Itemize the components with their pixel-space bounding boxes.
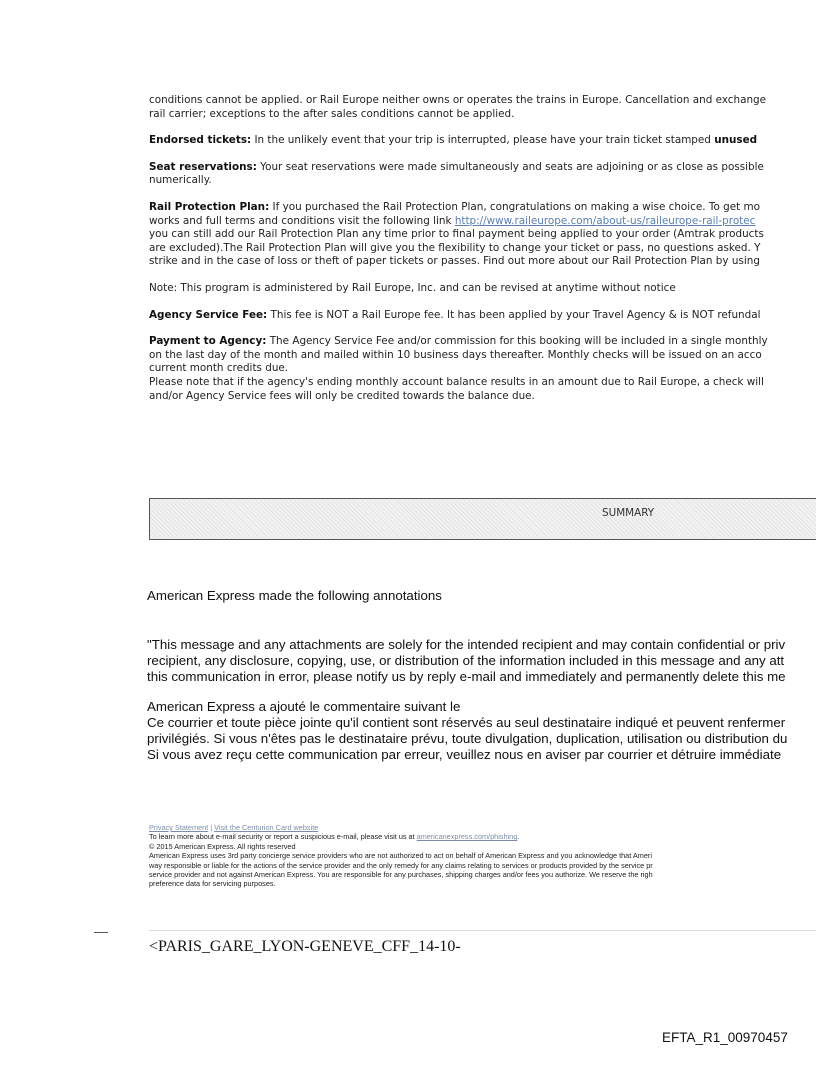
agency-service-fee-label: Agency Service Fee:: [149, 308, 268, 321]
endorsed-tickets-unused: unused: [714, 134, 758, 147]
phishing-link[interactable]: americanexpress.com/phishing: [416, 832, 518, 842]
amex-annotations-heading: American Express made the following annotations: [147, 588, 442, 603]
endorsed-tickets-text: In the unlikely event that your trip is interrupted, please have your train ticket stamped: [251, 134, 715, 147]
payment-line-3: current month credits due.: [149, 362, 289, 375]
rpp-line-2: works and full terms and conditions visit the following link: [149, 214, 455, 227]
disclaimer-line-4: preference data for servicing purposes.: [149, 879, 276, 889]
amex-en-line-3: this communication in error, please notify us by reply e-mail and immediately and permanently delete this me: [147, 669, 786, 684]
summary-header-bar: [149, 498, 816, 540]
phishing-text: To learn more about e-mail security or report a suspicious e-mail, please visit us at: [149, 832, 417, 842]
rail-protection-plan-label: Rail Protection Plan:: [149, 200, 270, 213]
amex-fr-line-1: Ce courrier et toute pièce jointe qu'il contient sont réservés au seul destinataire indiqué et peuvent renfermer: [147, 715, 786, 730]
document-id: EFTA_R1_00970457: [662, 1030, 788, 1045]
rpp-line-5: strike and in the case of loss or theft of paper tickets or passes. Find out more about our Rail Protection Plan by using: [149, 255, 760, 268]
disclaimer-line-2: way responsible or liable for the actions of the service provider and the only remedy for any claims relating to services or products provided by the service pr: [149, 860, 653, 870]
amex-footer: [149, 823, 816, 889]
endorsed-tickets-paragraph: [149, 134, 816, 148]
rpp-line-3: you can still add our Rail Protection Plan any time prior to final payment being applied to your order (Amtrak products: [149, 228, 764, 241]
payment-to-agency-paragraph: [149, 335, 816, 403]
endorsed-tickets-label: Endorsed tickets:: [149, 134, 252, 147]
disclaimer-line-1: American Express uses 3rd party concierge service providers who are not authorized to act on behalf of American Express and you acknowledge that Ameri: [149, 851, 652, 861]
amex-fr-heading: American Express a ajouté le commentaire suivant le: [147, 699, 461, 714]
attachment-filename: <PARIS_GARE_LYON-GENEVE_CFF_14-10-: [149, 938, 461, 955]
payment-line-2: on the last day of the month and mailed within 10 business days thereafter. Monthly checks will be issued on an acco: [149, 348, 762, 361]
conditions-line-2: rail carrier; exceptions to the after sales conditions cannot be applied.: [149, 107, 515, 120]
amex-annotations: [147, 588, 816, 777]
centurion-card-link[interactable]: Visit the Centurion Card website: [214, 823, 319, 832]
phishing-period: .: [517, 832, 520, 842]
footer-link-separator: |: [208, 823, 215, 832]
seat-reservations-label: Seat reservations:: [149, 160, 257, 173]
amex-fr-line-3: Si vous avez reçu cette communication par erreur, veuillez nous en aviser par courrier et détruire immédiate: [147, 747, 782, 762]
footer-divider: [149, 930, 816, 931]
rail-protection-plan-paragraph: [149, 201, 816, 269]
privacy-statement-link[interactable]: Privacy Statement: [149, 823, 209, 832]
seat-reservations-line-1: Your seat reservations were made simultaneously and seats are adjoining or as close as possible: [256, 160, 764, 173]
amex-en-line-1: "This message and any attachments are solely for the intended recipient and may contain confidential or priv: [147, 637, 786, 652]
amex-en-line-2: recipient, any disclosure, copying, use, or distribution of the information included in this message and any att: [147, 653, 785, 668]
payment-line-4: Please note that if the agency's ending monthly account balance results in an amount due to Rail Europe, a check will: [149, 375, 764, 388]
rpp-line-1: If you purchased the Rail Protection Plan, congratulations on making a wise choice. To get mo: [269, 200, 760, 213]
payment-line-1: The Agency Service Fee and/or commission for this booking will be included in a single monthly: [266, 335, 768, 348]
program-note: Note: This program is administered by Rail Europe, Inc. and can be revised at anytime without notice: [149, 281, 676, 294]
amex-french-notice: [147, 699, 816, 763]
conditions-line-1: conditions cannot be applied. or Rail Europe neither owns or operates the trains in Europe. Cancellation and exchange: [149, 94, 767, 106]
payment-line-5: and/or Agency Service fees will only be credited towards the balance due.: [149, 389, 535, 402]
rpp-line-4: are excluded).The Rail Protection Plan will give you the flexibility to change your ticket or pass, no questions asked. Y: [149, 241, 761, 254]
agency-service-fee-paragraph: [149, 309, 816, 323]
payment-to-agency-label: Payment to Agency:: [149, 335, 267, 348]
amex-english-notice: [147, 637, 816, 685]
disclaimer-line-3: service provider and not against American Express. You are responsible for any purchases, shipping charges and/or fees you authorize. We reserve the righ: [149, 870, 653, 880]
margin-tick-mark: [94, 932, 108, 933]
terms-section: [149, 94, 816, 416]
summary-label: SUMMARY: [602, 507, 655, 519]
seat-reservations-paragraph: [149, 161, 816, 188]
seat-reservations-line-2: numerically.: [149, 174, 212, 187]
rail-protection-plan-link[interactable]: http://www.raileurope.com/about-us/raileurope-rail-protec: [454, 214, 756, 227]
conditions-paragraph: [149, 94, 816, 121]
amex-fr-line-2: privilégiés. Si vous n'êtes pas le destinataire prévu, toute divulgation, duplication, utilisation ou distribution du: [147, 731, 788, 746]
agency-service-fee-text: This fee is NOT a Rail Europe fee. It has been applied by your Travel Agency & is NOT refundal: [267, 308, 761, 321]
copyright: © 2015 American Express. All rights reserved: [149, 841, 296, 851]
